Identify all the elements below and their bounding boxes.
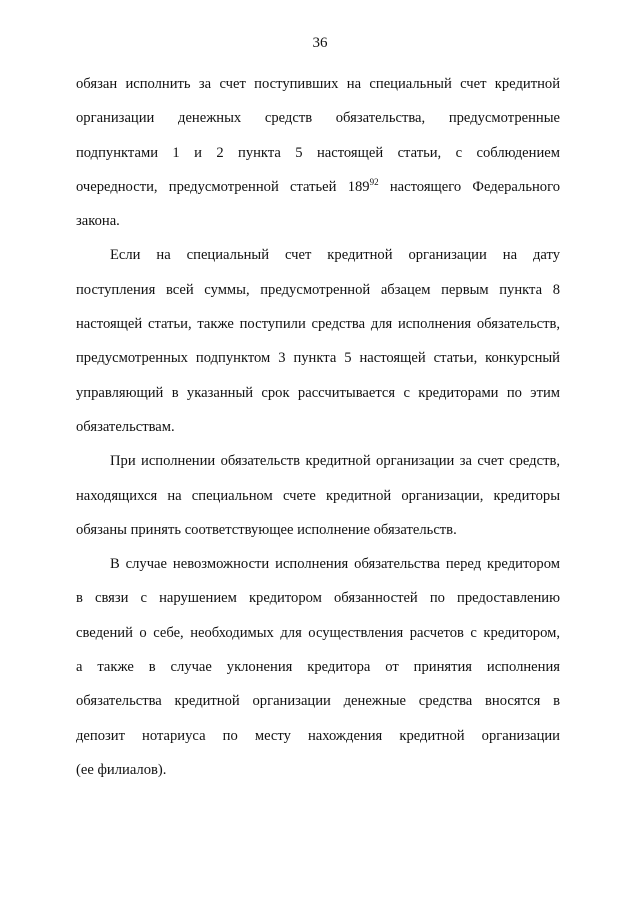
text-fragment: настоящего Федерального xyxy=(378,178,560,195)
text-line: а также в случае уклонения кредитора от принятия исполнения xyxy=(76,659,560,676)
text-line: обязательствам. xyxy=(76,418,175,435)
superscript-92: 92 xyxy=(369,176,379,187)
text-line: Если на специальный счет кредитной организации на дату xyxy=(110,247,560,264)
document-body xyxy=(76,67,560,787)
text-line: закона. xyxy=(76,213,120,230)
text-line: поступления всей суммы, предусмотренной абзацем первым пункта 8 xyxy=(76,281,560,298)
page-number: 36 xyxy=(312,35,328,51)
text-line: депозит нотариуса по месту нахождения кредитной организации xyxy=(76,727,560,744)
text-line: обязан исполнить за счет поступивших на специальный счет кредитной xyxy=(76,76,560,92)
text-line: обязательства кредитной организации денежные средства вносятся в xyxy=(76,693,560,710)
text-line: (ее филиалов). xyxy=(76,761,167,778)
paragraph-2 xyxy=(76,238,560,444)
text-line: настоящей статьи, также поступили средства для исполнения обязательств, xyxy=(76,316,560,333)
paragraph-1 xyxy=(76,67,560,238)
text-line: управляющий в указанный срок рассчитывается с кредиторами по этим xyxy=(76,384,560,401)
paragraph-3 xyxy=(76,444,560,547)
text-line: подпунктами 1 и 2 пункта 5 настоящей статьи, с соблюдением xyxy=(76,144,560,161)
text-line: В случае невозможности исполнения обязательства перед кредитором xyxy=(110,556,560,573)
text-line: организации денежных средств обязательства, предусмотренные xyxy=(76,110,560,127)
text-line: При исполнении обязательств кредитной организации за счет средств, xyxy=(110,453,560,470)
text-line: в связи с нарушением кредитором обязанностей по предоставлению xyxy=(76,590,560,607)
text-line: сведений о себе, необходимых для осуществления расчетов с кредитором, xyxy=(76,624,560,641)
text-line: находящихся на специальном счете кредитной организации, кредиторы xyxy=(76,487,560,504)
text-line: предусмотренных подпунктом 3 пункта 5 настоящей статьи, конкурсный xyxy=(76,350,560,367)
text-line: обязаны принять соответствующее исполнение обязательств. xyxy=(76,521,457,538)
text-fragment: очередности, предусмотренной статьей 189 xyxy=(76,178,370,195)
text-line-with-footnote xyxy=(76,170,560,204)
paragraph-4 xyxy=(76,547,560,787)
